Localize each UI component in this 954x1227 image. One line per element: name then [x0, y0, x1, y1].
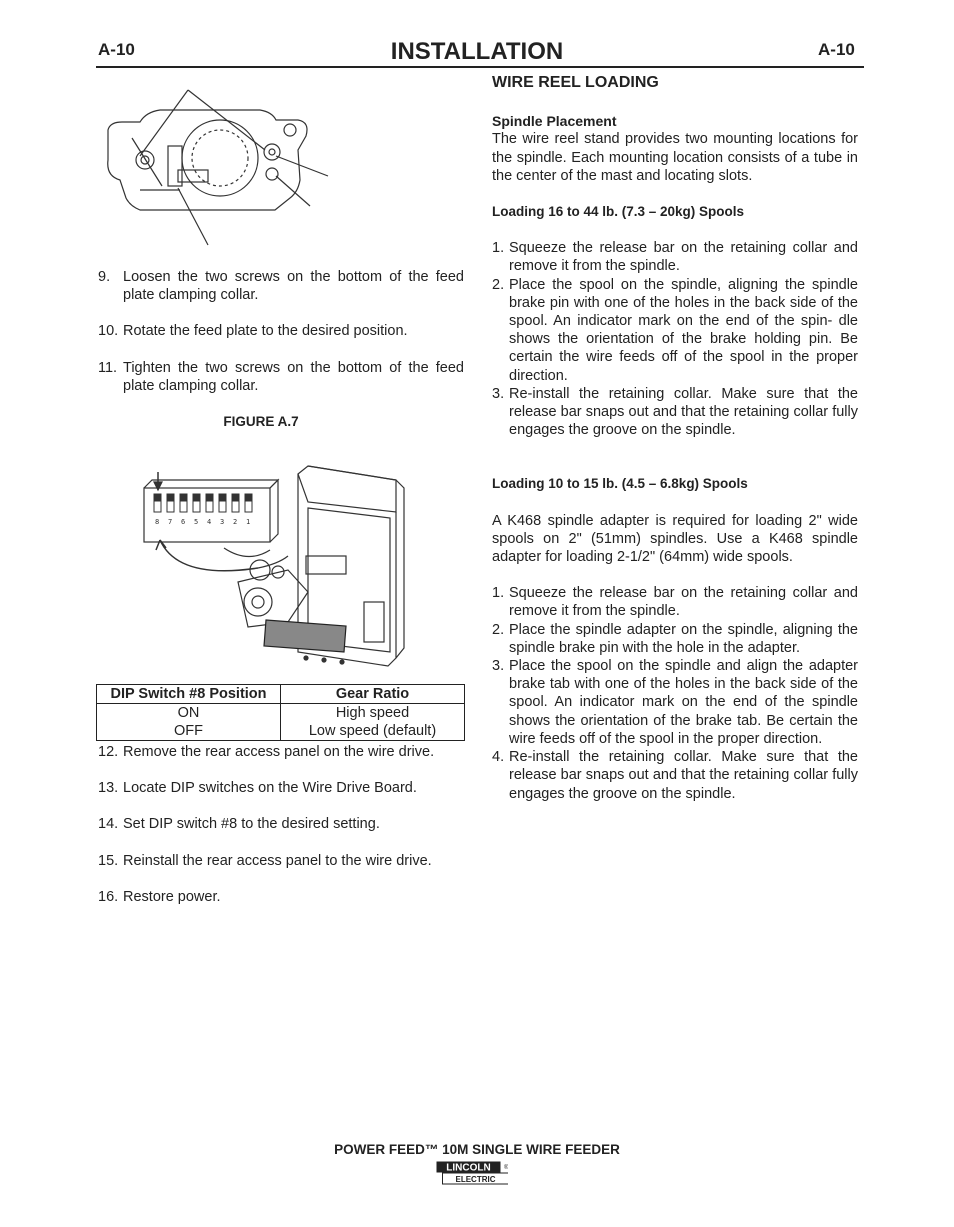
list-item [98, 359, 464, 395]
dip-switch-knob [168, 495, 173, 501]
logo-registered-mark: ® [504, 1165, 508, 1171]
left-steps-block-2 [98, 743, 464, 906]
table-cell: High speed [281, 704, 465, 723]
step-number: 14. [98, 816, 119, 833]
footer-product-name: POWER FEED™ 10M SINGLE WIRE FEEDER [334, 1142, 620, 1157]
dip-switch-knob [246, 495, 251, 501]
table-header-gear-ratio: Gear Ratio [281, 685, 465, 704]
step-number: 4. [492, 749, 505, 766]
step-number: 13. [98, 780, 119, 797]
step-number: 3. [492, 658, 505, 675]
step-text: Locate DIP switches on the Wire Drive Board. [123, 780, 417, 797]
dip-switch-label: 3 [220, 518, 225, 526]
feed-plate-illustration [100, 80, 335, 250]
step-number: 1. [492, 585, 505, 602]
dip-switch-label: 4 [207, 518, 212, 526]
dip-switch-label: 2 [233, 518, 238, 526]
dip-switch-knob [220, 495, 225, 501]
dip-switch-knob [181, 495, 186, 501]
dip-switch-label: 1 [246, 518, 251, 526]
step-number: 9. [98, 269, 111, 285]
step-text: Place the spindle adapter on the spindle, aligning the spindle brake pin with the hole in the adapter. [509, 621, 858, 656]
step-text: Loosen the two screws on the bottom of the feed plate clamping collar. [123, 269, 464, 304]
dip-switch-knob [233, 495, 238, 501]
lincoln-electric-logo [436, 1161, 508, 1185]
subheading-loading-large: Loading 16 to 44 lb. (7.3 – 20kg) Spools [492, 204, 745, 220]
step-number: 1. [492, 240, 505, 257]
table-row [97, 722, 465, 741]
list-item [98, 888, 464, 906]
step-text: Set DIP switch #8 to the desired setting. [123, 816, 380, 833]
step-text: Squeeze the release bar on the retaining collar and remove it from the spindle. [509, 585, 858, 620]
table-cell: ON [97, 704, 281, 723]
step-number: 11. [98, 359, 118, 376]
list-item [98, 852, 464, 870]
list-item [492, 239, 858, 275]
paragraph-spindle: The wire reel stand provides two mounting locations for the spindle. Each mounting location consists of a tube in the center of the mast and locating slots. [492, 131, 858, 184]
dip-switch-knob [207, 495, 212, 501]
list-item [98, 743, 464, 761]
step-text: Re-install the retaining collar. Make sure that the release bar snaps out and that the retaining collar fully engages the groove on the spindle. [509, 749, 858, 802]
logo-lincoln-text: LINCOLN [446, 1162, 491, 1174]
step-number: 2. [492, 276, 505, 293]
step-number: 2. [492, 621, 505, 638]
list-item [492, 621, 858, 657]
step-text: Place the spool on the spindle and align the adapter brake tab with one of the holes in the back side of the spool. An indicator mark on the end of the spindle shows the orientation of the brake tab. Be certain the wire feeds off of the spool in the proper direction. [509, 658, 858, 747]
dip-switch-label: 7 [168, 518, 173, 526]
paragraph-adapter: A K468 spindle adapter is required for loading 2" wide spools on 2" (51mm) spindles. Use a K468 spindle adapter for loading 2-1/2" (64mm) wide spools. [492, 512, 858, 566]
step-number: 10. [98, 323, 119, 340]
list-item [492, 748, 858, 803]
step-text: Tighten the two screws on the bottom of the feed plate clamping collar. [123, 359, 464, 394]
wire-drive-dip-figure [138, 452, 418, 674]
list-item [98, 779, 464, 797]
dip-switch-label: 5 [194, 518, 199, 526]
table-header-row [97, 685, 465, 704]
list-item [98, 268, 464, 304]
step-number: 3. [492, 385, 505, 402]
table-cell: OFF [97, 722, 281, 741]
list-item [492, 657, 858, 748]
step-text: Restore power. [123, 888, 221, 905]
page-code-right: A-10 [818, 40, 855, 59]
list-item [98, 322, 464, 340]
page-code-left: A-10 [98, 40, 135, 59]
section-title: WIRE REEL LOADING [492, 74, 659, 91]
step-text: Reinstall the rear access panel to the wire drive. [123, 852, 432, 869]
list-item [98, 815, 464, 833]
subheading-loading-small: Loading 10 to 15 lb. (4.5 – 6.8kg) Spools [492, 476, 748, 492]
list-item [492, 385, 858, 440]
logo-electric-text: ELECTRIC [455, 1175, 496, 1184]
table-header-position: DIP Switch #8 Position [97, 685, 281, 704]
subheading-spindle: Spindle Placement [492, 113, 617, 130]
step-text: Remove the rear access panel on the wire drive. [123, 744, 435, 760]
dip-switch-label: 8 [155, 518, 160, 526]
left-steps-block [98, 268, 464, 431]
dip-switch-table [96, 684, 465, 741]
dip-switch-knob [194, 495, 199, 501]
step-text: Squeeze the release bar on the retaining collar and remove it from the spindle. [509, 240, 858, 275]
table-row [97, 704, 465, 723]
step-number: 16. [98, 888, 119, 905]
list-item [492, 276, 858, 385]
figure-caption: FIGURE A.7 [223, 414, 299, 430]
table-cell: Low speed (default) [281, 722, 465, 741]
right-column [492, 74, 858, 803]
page-title: INSTALLATION [390, 38, 564, 65]
step-text: Re-install the retaining collar. Make sure that the release bar snaps out and that the retaining collar fully engages the groove on the spindle. [509, 385, 858, 439]
list-item [492, 584, 858, 620]
step-number: 12. [98, 744, 119, 760]
header-rule [96, 66, 864, 68]
dip-switch-label: 6 [181, 518, 186, 526]
step-number: 15. [98, 852, 119, 869]
step-text: Rotate the feed plate to the desired position. [123, 323, 408, 340]
step-text: Place the spool on the spindle, aligning the spindle brake pin with one of the holes in the back side of the spool. An indicator mark on the end of the spin- dle shows the orientation of the brake holding pin. Be certain the wire feeds off of the spool in the proper direction. [509, 276, 858, 384]
dip-switch-knob [155, 495, 160, 501]
